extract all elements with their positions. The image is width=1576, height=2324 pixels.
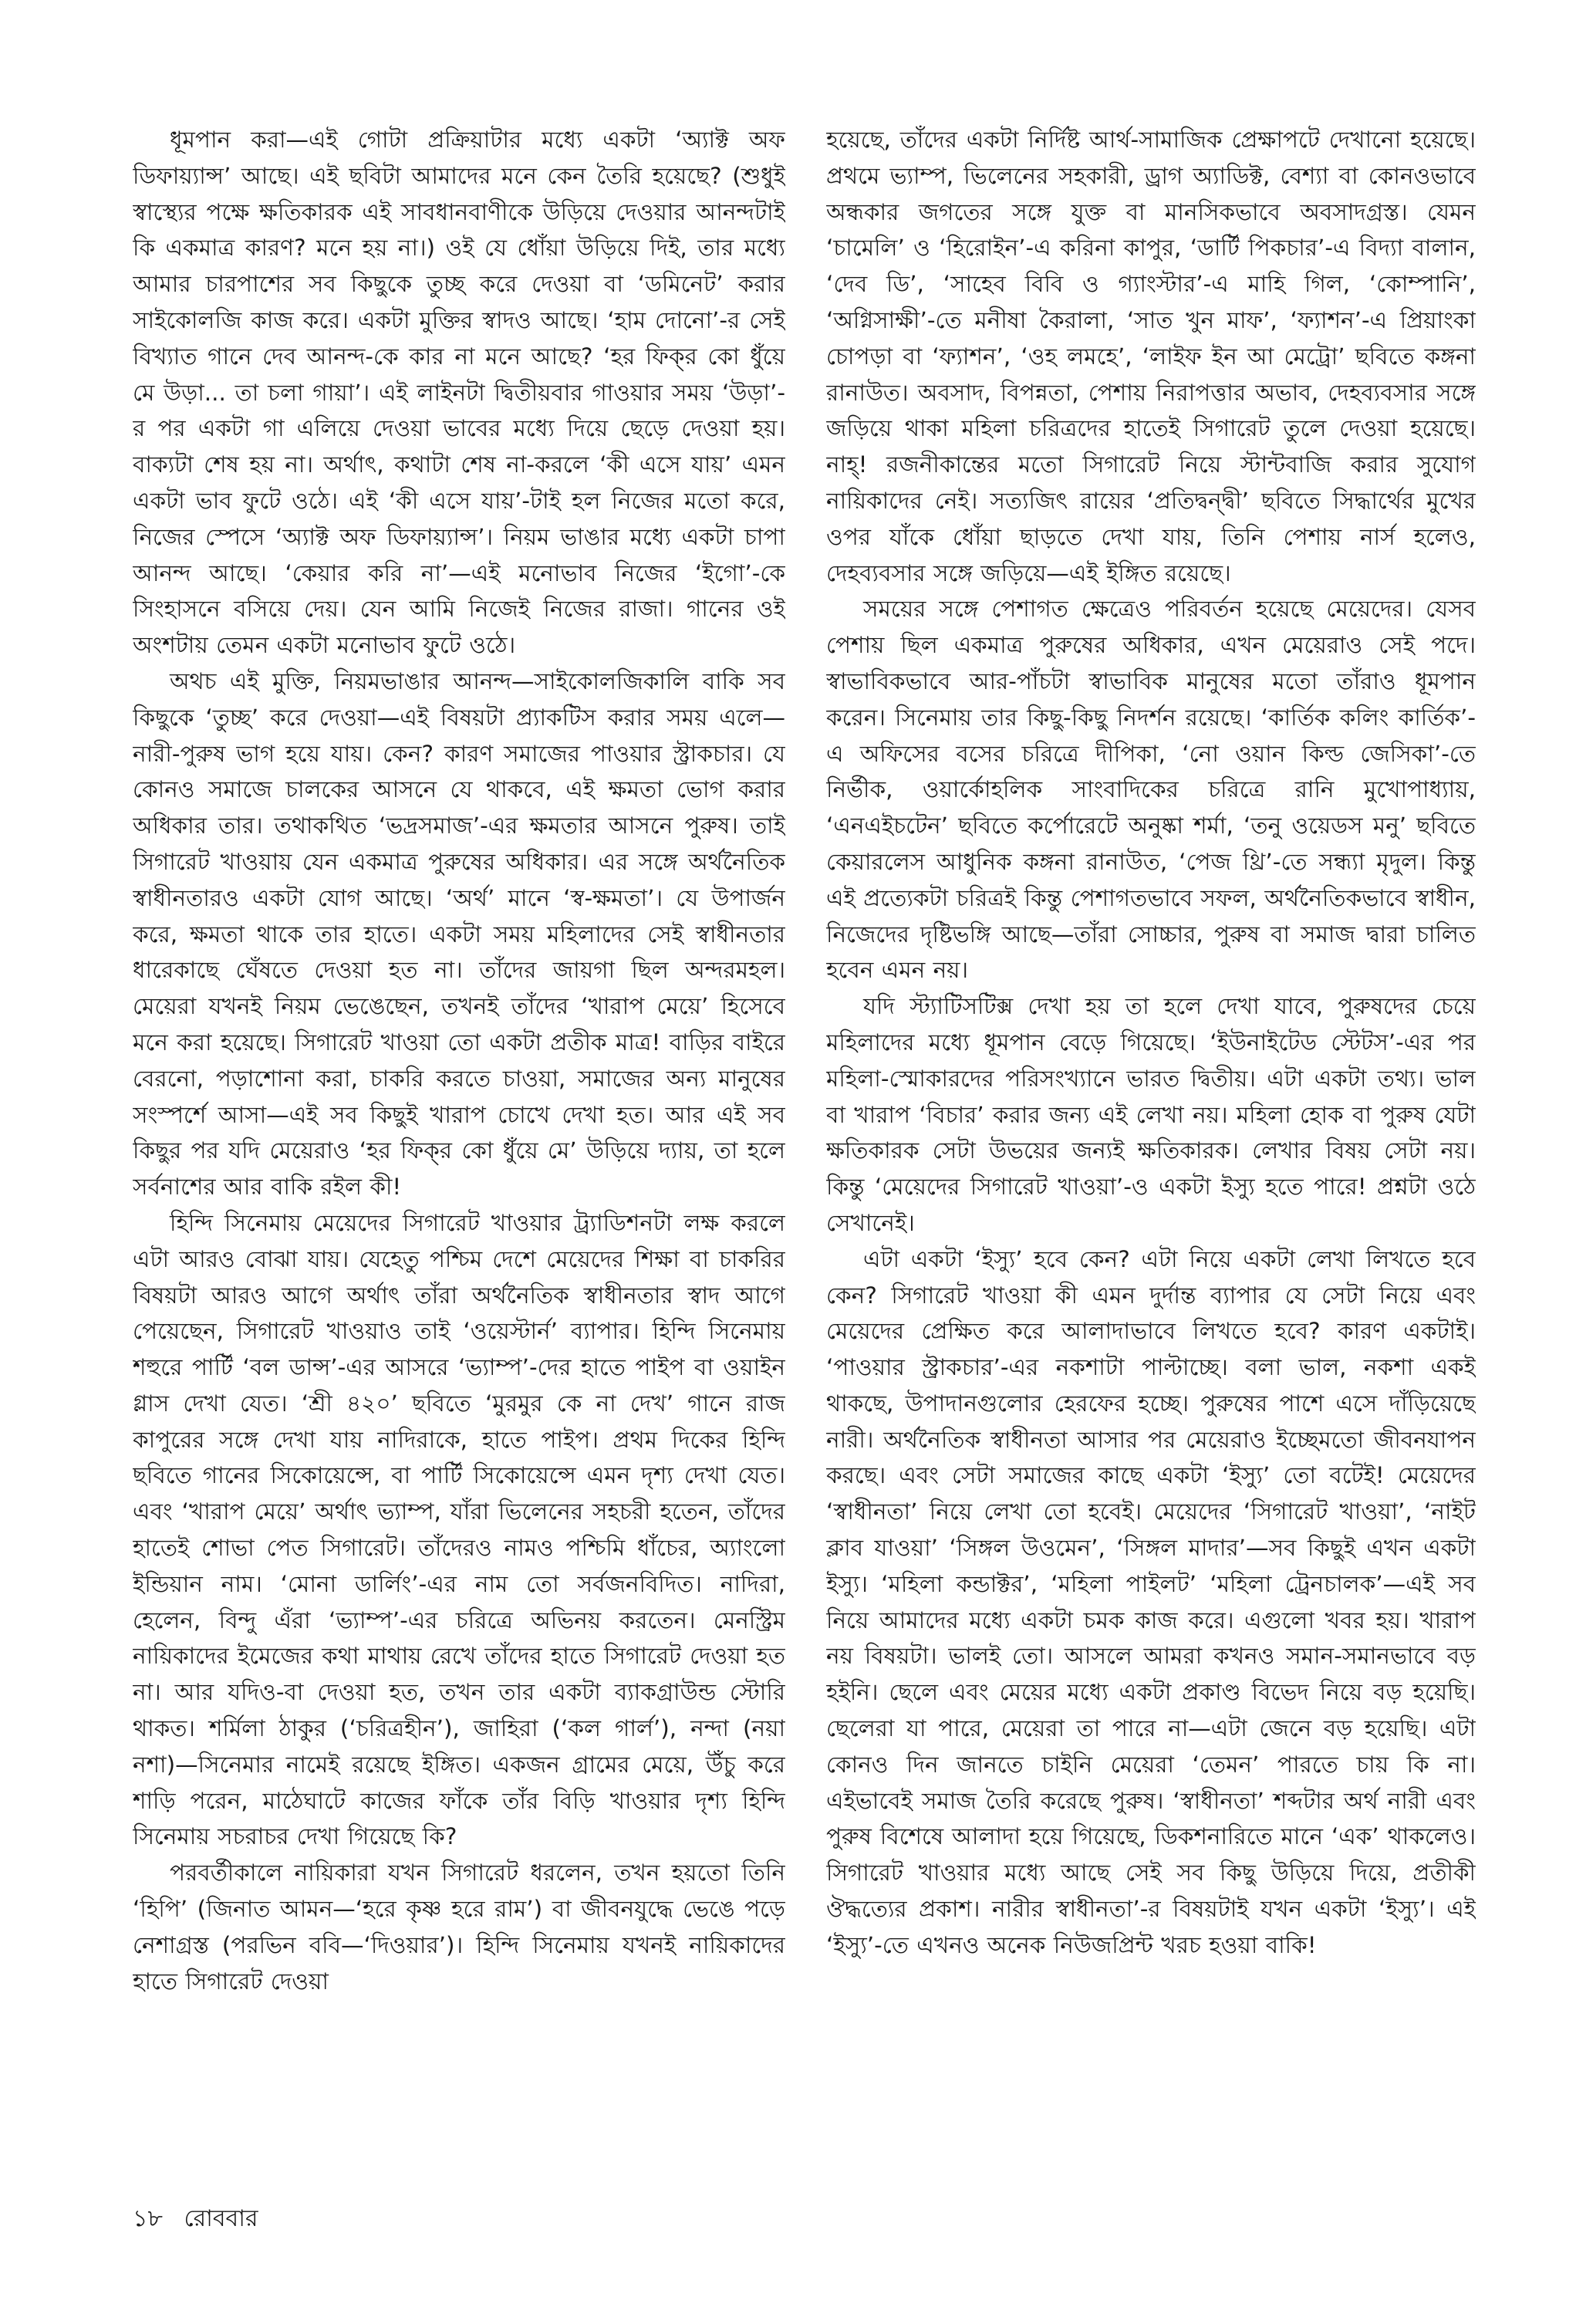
article-paragraph: হিন্দি সিনেমায় মেয়েদের সিগারেট খাওয়ার ট্র্যাডিশনটা লক্ষ করলে এটা আরও বোঝা যায়। যেহেতু পশ্চিম দেশে মেয়েদের শিক্ষা বা চাকরির বিষয়টা আরও আগে অর্থাৎ তাঁরা অর্থনৈতিক স্বাধীনতার স্বাদ আগে পেয়েছেন, সিগারেট খাওয়াও তাই ‘ওয়েস্টার্ন’ ব্যাপার। হিন্দি সিনেমায় শহুরে পার্টি ‘বল ডান্স’-এর আসরে ‘ভ্যাম্প’-দের হাতে পাইপ বা ওয়াইন গ্লাস দেখা যেত। ‘শ্রী ৪২০’ ছবিতে ‘মুরমুর কে না দেখ’ গানে রাজ কাপুরের সঙ্গে দেখা যায় নাদিরাকে, হাতে পাইপ। প্রথম দিকের হিন্দি ছবিতে গানের সিকোয়েন্সে, বা পার্টি সিকোয়েন্সে এমন দৃশ্য দেখা যেত। এবং ‘খারাপ মেয়ে’ অর্থাৎ ভ্যাম্প, যাঁরা ভিলেনের সহচরী হতেন, তাঁদের হাতেই শোভা পেত সিগারেট। তাঁদেরও নামও পশ্চিমি ধাঁচের, অ্যাংলো ইন্ডিয়ান নাম। ‘মোনা ডার্লিং’-এর নাম তো সর্বজনবিদিত। নাদিরা, হেলেন, বিন্দু এঁরা ‘ভ্যাম্প’-এর চরিত্রে অভিনয় করতেন। মেনস্ট্রিম নায়িকাদের ইমেজের কথা মাথায় রেখে তাঁদের হাতে সিগারেট দেওয়া হত না। আর যদিও-বা দেওয়া হত, তখন তার একটা ব্যাকগ্রাউন্ড স্টোরি থাকত। শর্মিলা ঠাকুর (‘চরিত্রহীন’), জাহিরা (‘কল গার্ল’), নন্দা (নয়া নশা)—সিনেমার নামেই রয়েছে ইঙ্গিত। একজন গ্রামের মেয়ে, উঁচু করে শাড়ি পরেন, মাঠেঘাটে কাজের ফাঁকে তাঁর বিড়ি খাওয়ার দৃশ্য হিন্দি সিনেমায় সচরাচর দেখা গিয়েছে কি?: [133, 1209, 785, 1850]
article-paragraph: এটা একটা ‘ইস্যু’ হবে কেন? এটা নিয়ে একটা লেখা লিখতে হবে কেন? সিগারেট খাওয়া কী এমন দুর্দান্ত ব্যাপার যে সেটা নিয়ে এবং মেয়েদের প্রেক্ষিত করে আলাদাভাবে লিখতে হবে? কারণ একটাই। ‘পাওয়ার স্ট্রাকচার’-এর নকশাটা পাল্টাচ্ছে। বলা ভাল, নকশা একই থাকছে, উপাদানগুলোর হেরফের হচ্ছে। পুরুষের পাশে এসে দাঁড়িয়েছে নারী। অর্থনৈতিক স্বাধীনতা আসার পর মেয়েরাও ইচ্ছেমতো জীবনযাপন করছে। এবং সেটা সমাজের কাছে একটা ‘ইস্যু’ তো বটেই! মেয়েদের ‘স্বাধীনতা’ নিয়ে লেখা তো হবেই। মেয়েদের ‘সিগারেট খাওয়া’, ‘নাইট ক্লাব যাওয়া’ ‘সিঙ্গল উওমেন’, ‘সিঙ্গল মাদার’—সব কিছুই এখন একটা ইস্যু। ‘মহিলা কন্ডাক্টর’, ‘মহিলা পাইলট’ ‘মহিলা ট্রেনচালক’—এই সব নিয়ে আমাদের মধ্যে একটা চমক কাজ করে। এগুলো খবর হয়। খারাপ নয় বিষয়টা। ভালই তো। আসলে আমরা কখনও সমান-সমানভাবে বড় হইনি। ছেলে এবং মেয়ের মধ্যে একটা প্রকাণ্ড বিভেদ নিয়ে বড় হয়েছি। ছেলেরা যা পারে, মেয়েরা তা পারে না—এটা জেনে বড় হয়েছি। এটা কোনও দিন জানতে চাইনি মেয়েরা ‘তেমন’ পারতে চায় কি না। এইভাবেই সমাজ তৈরি করেছে পুরুষ। ‘স্বাধীনতা’ শব্দটার অর্থ নারী এবং পুরুষ বিশেষে আলাদা হয়ে গিয়েছে, ডিকশনারিতে মানে ‘এক’ থাকলেও। সিগারেট খাওয়ার মধ্যে আছে সেই সব কিছু উড়িয়ে দিয়ে, প্রতীকী ঔদ্ধত্যের প্রকাশ। নারীর স্বাধীনতা’-র বিষয়টাই যখন একটা ‘ইস্যু’। এই ‘ইস্যু’-তে এখনও অনেক নিউজপ্রিন্ট খরচ হওয়া বাকি!: [826, 1245, 1476, 1958]
magazine-name: রোববার: [184, 2205, 258, 2232]
article-paragraph: ধূমপান করা—এই গোটা প্রক্রিয়াটার মধ্যে একটা ‘অ্যাক্ট অফ ডিফায়্যান্স’ আছে। এই ছবিটা আমাদের মনে কেন তৈরি হয়েছে? (শুধুই স্বাস্থ্যের পক্ষে ক্ষতিকারক এই সাবধানবাণীকে উড়িয়ে দেওয়ার আনন্দটাই কি একমাত্র কারণ? মনে হয় না।) ওই যে ধোঁয়া উড়িয়ে দিই, তার মধ্যে আমার চারপাশের সব কিছুকে তুচ্ছ করে দেওয়া বা ‘ডমিনেট’ করার সাইকোলজি কাজ করে। একটা মুক্তির স্বাদও আছে। ‘হাম দোনো’-র সেই বিখ্যাত গানে দেব আনন্দ-কে কার না মনে আছে? ‘হর ফিক্‌র কো ধুঁয়ে মে উড়া... তা চলা গায়া’। এই লাইনটা দ্বিতীয়বার গাওয়ার সময় ‘উড়া’-র পর একটা গা এলিয়ে দেওয়া ভাবের মধ্যে দিয়ে ছেড়ে দেওয়া হয়। বাক্যটা শেষ হয় না। অর্থাৎ, কথাটা শেষ না-করলে ‘কী এসে যায়’ এমন একটা ভাব ফুটে ওঠে। এই ‘কী এসে যায়’-টাই হল নিজের মতো করে, নিজের স্পেসে ‘অ্যাক্ট অফ ডিফায়্যান্স’। নিয়ম ভাঙার মধ্যে একটা চাপা আনন্দ আছে। ‘কেয়ার করি না’—এই মনোভাব নিজের ‘ইগো’-কে সিংহাসনে বসিয়ে দেয়। যেন আমি নিজেই নিজের রাজা। গানের ওই অংশটায় তেমন একটা মনোভাব ফুটে ওঠে।: [133, 127, 785, 659]
page-number: ১৮: [133, 2205, 163, 2232]
article-paragraph: যদি স্ট্যাটিসটিক্স দেখা হয় তা হলে দেখা যাবে, পুরুষদের চেয়ে মহিলাদের মধ্যে ধূমপান বেড়ে গিয়েছে। ‘ইউনাইটেড স্টেটস’-এর পর মহিলা-স্মোকারদের পরিসংখ্যানে ভারত দ্বিতীয়। এটা একটা তথ্য। ভাল বা খারাপ ‘বিচার’ করার জন্য এই লেখা নয়। মহিলা হোক বা পুরুষ যেটা ক্ষতিকারক সেটা উভয়ের জন্যই ক্ষতিকারক। লেখার বিষয় সেটা নয়। কিন্তু ‘মেয়েদের সিগারেট খাওয়া’-ও একটা ইস্যু হতে পারে! প্রশ্নটা ওঠে সেখানেই।: [826, 993, 1476, 1236]
article-paragraph: অথচ এই মুক্তি, নিয়মভাঙার আনন্দ—সাইকোলজিকালি বাকি সব কিছুকে ‘তুচ্ছ’ করে দেওয়া—এই বিষয়টা প্র্যাকটিস করার সময় এলে—নারী-পুরুষ ভাগ হয়ে যায়। কেন? কারণ সমাজের পাওয়ার স্ট্রাকচার। যে কোনও সমাজে চালকের আসনে যে থাকবে, এই ক্ষমতা ভোগ করার অধিকার তার। তথাকথিত ‘ভদ্রসমাজ’-এর ক্ষমতার আসনে পুরুষ। তাই সিগারেট খাওয়ায় যেন একমাত্র পুরুষের অধিকার। এর সঙ্গে অর্থনৈতিক স্বাধীনতারও একটা যোগ আছে। ‘অর্থ’ মানে ‘স্ব-ক্ষমতা’। যে উপার্জন করে, ক্ষমতা থাকে তার হাতে। একটা সময় মহিলাদের সেই স্বাধীনতার ধারেকাছে ঘেঁষতে দেওয়া হত না। তাঁদের জায়গা ছিল অন্দরমহল। মেয়েরা যখনই নিয়ম ভেঙেছেন, তখনই তাঁদের ‘খারাপ মেয়ে’ হিসেবে মনে করা হয়েছে। সিগারেট খাওয়া তো একটা প্রতীক মাত্র! বাড়ির বাইরে বেরনো, পড়াশোনা করা, চাকরি করতে চাওয়া, সমাজের অন্য মানুষের সংস্পর্শে আসা—এই সব কিছুই খারাপ চোখে দেখা হত। আর এই সব কিছুর পর যদি মেয়েরাও ‘হর ফিক্‌র কো ধুঁয়ে মে’ উড়িয়ে দ্যায়, তা হলে সর্বনাশের আর বাকি রইল কী!: [133, 667, 785, 1201]
article-paragraph: পরবর্তীকালে নায়িকারা যখন সিগারেট ধরলেন, তখন হয়তো তিনি ‘হিপি’ (জিনাত আমন—‘হরে কৃষ্ণ হরে রাম’) বা জীবনযুদ্ধে ভেঙে পড়ে নেশাগ্রস্ত (পরভিন ববি—‘দিওয়ার’)। হিন্দি সিনেমায় যখনই নায়িকাদের হাতে সিগারেট দেওয়া: [133, 1860, 785, 1995]
article-column-right: [826, 122, 1476, 2190]
page-footer: [133, 2204, 258, 2234]
article-paragraph: সময়ের সঙ্গে পেশাগত ক্ষেত্রেও পরিবর্তন হয়েছে মেয়েদের। যেসব পেশায় ছিল একমাত্র পুরুষের অধিকার, এখন মেয়েরাও সেই পদে। স্বাভাবিকভাবে আর-পাঁচটা স্বাভাবিক মানুষের মতো তাঁরাও ধূমপান করেন। সিনেমায় তার কিছু-কিছু নিদর্শন রয়েছে। ‘কার্তিক কলিং কার্তিক’-এ অফিসের বসের চরিত্রে দীপিকা, ‘নো ওয়ান কিল্ড জেসিকা’-তে নির্ভীক, ওয়ার্কোহলিক সাংবাদিকের চরিত্রে রানি মুখোপাধ্যায়, ‘এনএইচটেন’ ছবিতে কর্পোরেটে অনুষ্কা শর্মা, ‘তনু ওয়েডস মনু’ ছবিতে কেয়ারলেস আধুনিক কঙ্গনা রানাউত, ‘পেজ থ্রি’-তে সন্ধ্যা মৃদুল। কিন্তু এই প্রত্যেকটা চরিত্রই কিন্তু পেশাগতভাবে সফল, অর্থনৈতিকভাবে স্বাধীন, নিজেদের দৃষ্টিভঙ্গি আছে—তাঁরা সোচ্চার, পুরুষ বা সমাজ দ্বারা চালিত হবেন এমন নয়।: [826, 596, 1476, 984]
article-column-left: [133, 122, 785, 2190]
article-paragraph: হয়েছে, তাঁদের একটা নির্দিষ্ট আর্থ-সামাজিক প্রেক্ষাপটে দেখানো হয়েছে। প্রথমে ভ্যাম্প, ভিলেনের সহকারী, ড্রাগ অ্যাডিক্ট, বেশ্যা বা কোনওভাবে অন্ধকার জগতের সঙ্গে যুক্ত বা মানসিকভাবে অবসাদগ্রস্ত। যেমন ‘চামেলি’ ও ‘হিরোইন’-এ করিনা কাপুর, ‘ডার্টি পিকচার’-এ বিদ্যা বালান, ‘দেব ডি’, ‘সাহেব বিবি ও গ্যাংস্টার’-এ মাহি গিল, ‘কোম্পানি’, ‘অগ্নিসাক্ষী’-তে মনীষা কৈরালা, ‘সাত খুন মাফ’, ‘ফ্যাশন’-এ প্রিয়াংকা চোপড়া বা ‘ফ্যাশন’, ‘ওহ লমহে’, ‘লাইফ ইন আ মেট্রো’ ছবিতে কঙ্গনা রানাউত। অবসাদ, বিপন্নতা, পেশায় নিরাপত্তার অভাব, দেহব্যবসার সঙ্গে জড়িয়ে থাকা মহিলা চরিত্রদের হাতেই সিগারেট তুলে দেওয়া হয়েছে। নাহ্‌! রজনীকান্তের মতো সিগারেট নিয়ে স্টান্টবাজি করার সুযোগ নায়িকাদের নেই। সত্যজিৎ রায়ের ‘প্রতিদ্বন্দ্বী’ ছবিতে সিদ্ধার্থের মুখের ওপর যাঁকে ধোঁয়া ছাড়তে দেখা যায়, তিনি পেশায় নার্স হলেও, দেহব্যবসার সঙ্গে জড়িয়ে—এই ইঙ্গিত রয়েছে।: [826, 127, 1476, 586]
